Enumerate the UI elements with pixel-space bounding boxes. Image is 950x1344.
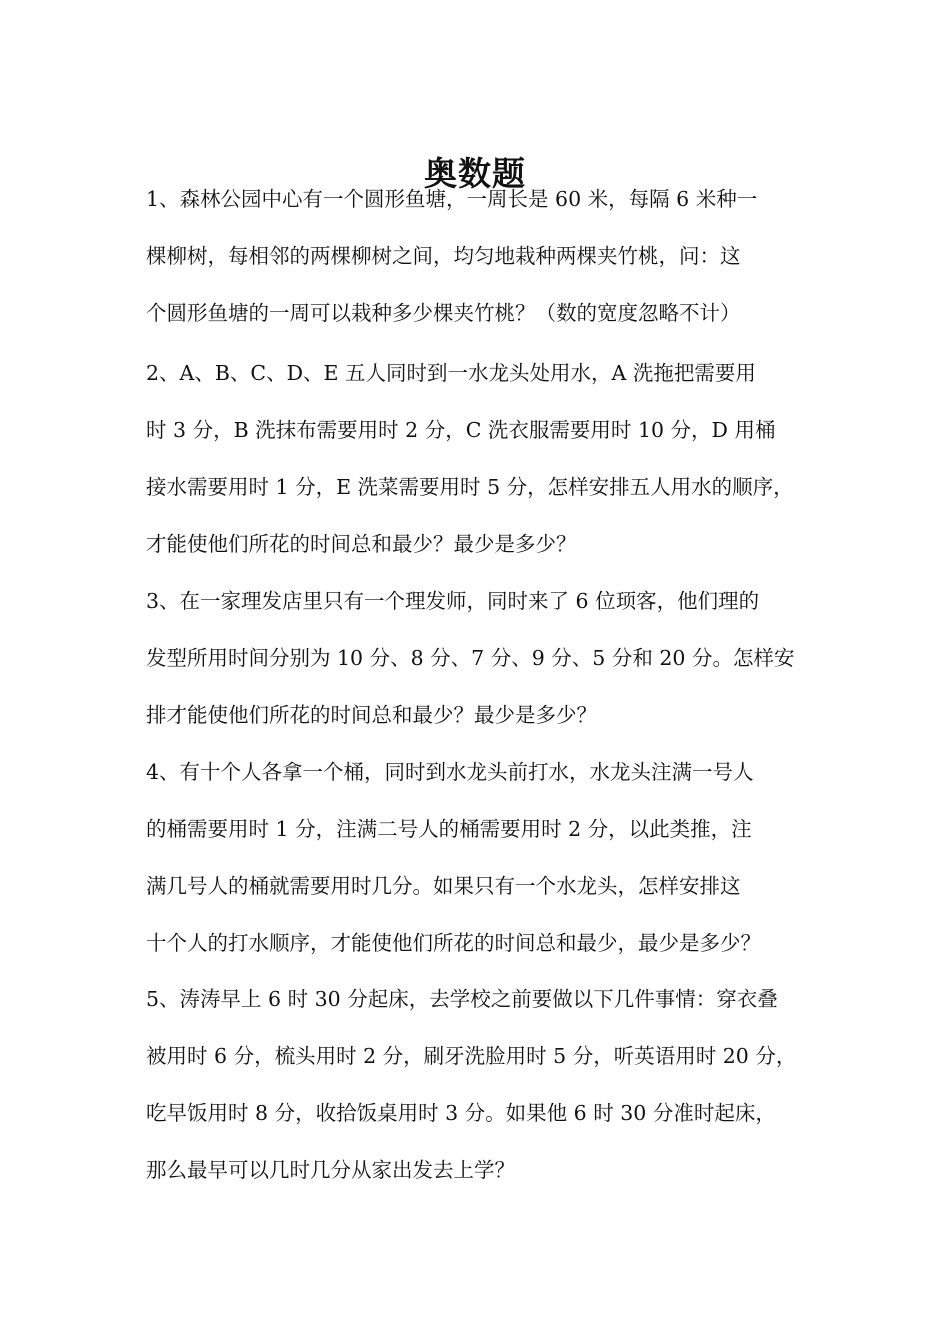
problem-line: 发型所用时间分别为 10 分、8 分、7 分、9 分、5 分和 20 分。怎样安 <box>146 646 795 670</box>
problem-line: 棵柳树，每相邻的两棵柳树之间，均匀地栽种两棵夹竹桃，问：这 <box>146 244 741 268</box>
problem-line: 1、森林公园中心有一个圆形鱼塘，一周长是 60 米，每隔 6 米种一 <box>146 187 758 211</box>
problem-line: 排才能使他们所花的时间总和最少？最少是多少？ <box>146 703 597 727</box>
problem-line: 3、在一家理发店里只有一个理发师，同时来了 6 位顼客，他们理的 <box>146 589 760 613</box>
problem-line: 时 3 分，B 洗抹布需要用时 2 分，C 洗衣服需要用时 10 分，D 用桶 <box>146 418 776 442</box>
problem-3 <box>146 573 826 744</box>
problem-line: 接水需要用时 1 分，E 洗菜需要用时 5 分，怎样安排五人用水的顺序， <box>146 475 794 499</box>
problem-2 <box>146 345 826 573</box>
problem-5 <box>146 971 826 1199</box>
problem-4 <box>146 744 826 972</box>
problem-line: 的桶需要用时 1 分，注满二号人的桶需要用时 2 分，以此类推，注 <box>146 817 752 841</box>
problem-line: 2、A、B、C、D、E 五人同时到一水龙头处用水，A 洗拖把需要用 <box>146 361 756 385</box>
problem-line: 十个人的打水顺序，才能使他们所花的时间总和最少，最少是多少？ <box>146 931 761 955</box>
problem-line: 才能使他们所花的时间总和最少？最少是多少？ <box>146 532 577 556</box>
page-title: 奥数题 <box>424 154 526 194</box>
problem-line: 5、涛涛早上 6 时 30 分起床，去学校之前要做以下几件事情：穿衣叠 <box>146 987 778 1011</box>
problem-line: 那么最早可以几时几分从家出发去上学？ <box>146 1158 515 1182</box>
problem-line: 吃早饭用时 8 分，收拾饭桌用时 3 分。如果他 6 时 30 分准时起床， <box>146 1101 776 1125</box>
problem-1 <box>146 171 826 342</box>
problem-line: 4、有十个人各拿一个桶，同时到水龙头前打水，水龙头注满一号人 <box>146 760 754 784</box>
problem-line: 满几号人的桶就需要用时几分。如果只有一个水龙头，怎样安排这 <box>146 874 741 898</box>
problem-line: 个圆形鱼塘的一周可以栽种多少棵夹竹桃？（数的宽度忽略不计） <box>146 301 741 325</box>
problem-line: 被用时 6 分，梳头用时 2 分，刷牙洗脸用时 5 分，听英语用时 20 分， <box>146 1044 797 1068</box>
